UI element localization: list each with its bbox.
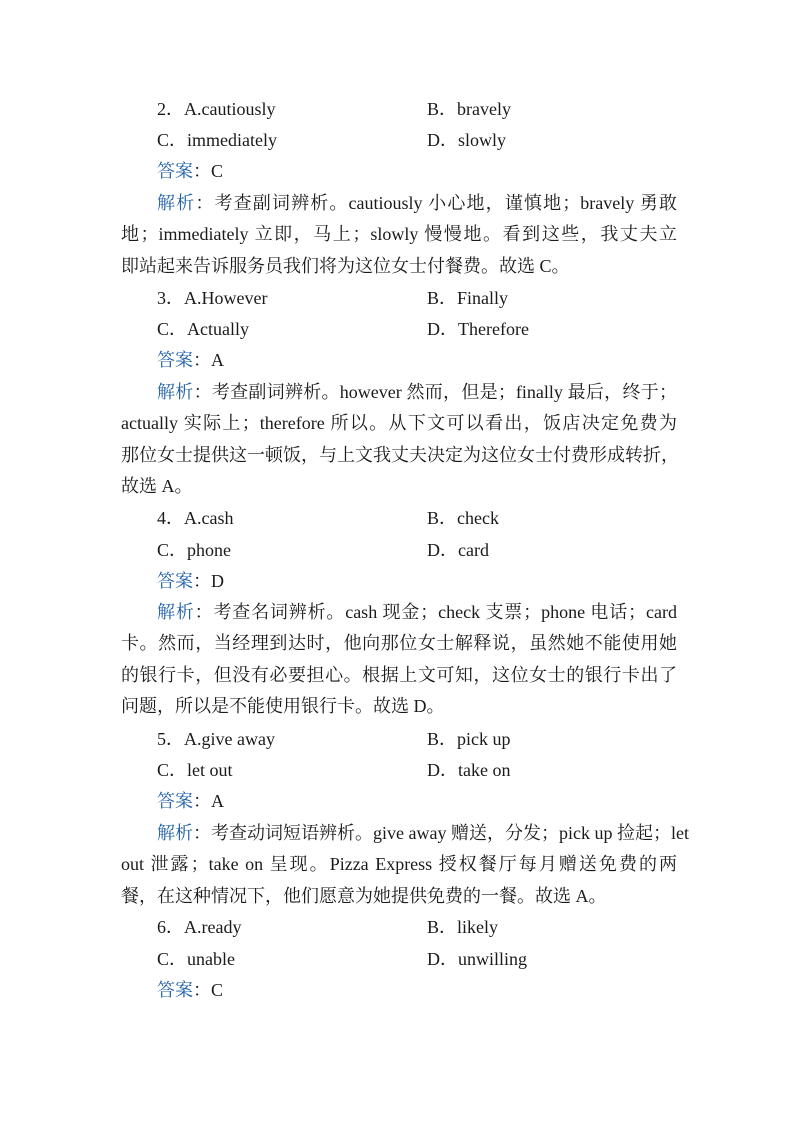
analysis-line: 问题，所以是不能使用银行卡。故选 D。 <box>121 696 445 717</box>
analysis-4 <box>121 601 677 727</box>
option-2d: D．slowly <box>427 130 507 150</box>
analysis-line <box>121 822 689 853</box>
analysis-label: 解析 <box>157 382 194 402</box>
option-6d: D．unwilling <box>427 949 528 969</box>
analysis-3 <box>121 381 677 507</box>
analysis-text: 考查副词辨析。however 然而，但是；finally 最后，终于； <box>211 382 678 402</box>
answer-separator: ： <box>193 161 211 181</box>
answer-6 <box>157 979 223 1001</box>
analysis-line: 那位女士提供这一顿饭，与上文我丈夫决定为这位女士付费形成转折， <box>121 444 679 465</box>
answer-separator: ： <box>193 791 211 811</box>
option-5d: D．take on <box>427 760 511 780</box>
analysis-separator: ： <box>194 602 214 622</box>
answer-5 <box>157 790 224 812</box>
analysis-line: 故选 A。 <box>121 476 193 497</box>
answer-value: C <box>211 980 224 1000</box>
option-6a: 6．A.ready <box>157 917 242 937</box>
option-4b: B．check <box>427 508 499 528</box>
analysis-separator: ： <box>195 193 215 213</box>
analysis-line: 卡。然而，当经理到达时，他向那位女士解释说，虽然她不能使用她 <box>121 633 677 654</box>
option-5b: B．pick up <box>427 729 511 749</box>
answer-value: A <box>211 791 224 811</box>
analysis-line: 餐，在这种情况下，他们愿意为她提供免费的一餐。故选 A。 <box>121 885 607 906</box>
option-5c: C．let out <box>157 760 233 780</box>
option-2c: C．immediately <box>157 130 277 150</box>
analysis-separator: ： <box>193 382 212 402</box>
analysis-line: out 泄露；take on 呈现。Pizza Express 授权餐厅每月赠送免费的两 <box>121 854 677 875</box>
option-6c: C．unable <box>157 949 235 969</box>
answer-2 <box>157 160 223 182</box>
analysis-label: 解析 <box>157 823 193 843</box>
option-6b: B．likely <box>427 917 498 937</box>
analysis-separator: ： <box>193 823 211 843</box>
answer-value: A <box>211 350 224 370</box>
option-4c: C．phone <box>157 540 231 560</box>
analysis-text: 考查动词短语辨析。give away 赠送，分发；pick up 捡起；let <box>211 823 689 843</box>
option-2b: B．bravely <box>427 99 511 119</box>
answer-separator: ： <box>193 571 211 591</box>
analysis-label: 解析 <box>157 602 195 622</box>
option-3b: B．Finally <box>427 288 509 308</box>
answer-label: 答案 <box>157 350 193 370</box>
answer-4 <box>157 570 224 592</box>
option-4a: 4．A.cash <box>157 508 234 528</box>
answer-label: 答案 <box>157 980 193 1000</box>
analysis-line <box>121 381 677 412</box>
analysis-5 <box>121 822 689 916</box>
option-2a: 2．A.cautiously <box>157 99 276 119</box>
analysis-line: 地；immediately 立即，马上；slowly 慢慢地。看到这些，我丈夫立 <box>121 224 677 245</box>
option-3a: 3．A.However <box>157 288 268 308</box>
analysis-text: 考查副词辨析。cautiously 小心地，谨慎地；bravely 勇敢 <box>214 193 678 213</box>
option-3d: D．Therefore <box>427 319 529 339</box>
answer-label: 答案 <box>157 791 193 811</box>
analysis-line: 即站起来告诉服务员我们将为这位女士付餐费。故选 C。 <box>121 255 570 276</box>
answer-value: D <box>211 571 224 591</box>
analysis-label: 解析 <box>157 193 196 213</box>
analysis-line <box>121 601 677 632</box>
analysis-text: 考查名词辨析。cash 现金；check 支票；phone 电话；card <box>213 602 677 622</box>
option-5a: 5．A.give away <box>157 729 275 749</box>
analysis-line <box>121 192 677 223</box>
answer-label: 答案 <box>157 571 193 591</box>
analysis-2 <box>121 192 677 286</box>
option-4d: D．card <box>427 540 489 560</box>
analysis-line: 的银行卡，但没有必要担心。根据上文可知，这位女士的银行卡出了 <box>121 664 677 685</box>
answer-separator: ： <box>193 980 211 1000</box>
answer-3 <box>157 349 224 371</box>
answer-label: 答案 <box>157 161 193 181</box>
option-3c: C．Actually <box>157 319 249 339</box>
answer-separator: ： <box>193 350 211 370</box>
answer-value: C <box>211 161 224 181</box>
analysis-line: actually 实际上；therefore 所以。从下文可以看出，饭店决定免费为 <box>121 413 677 434</box>
